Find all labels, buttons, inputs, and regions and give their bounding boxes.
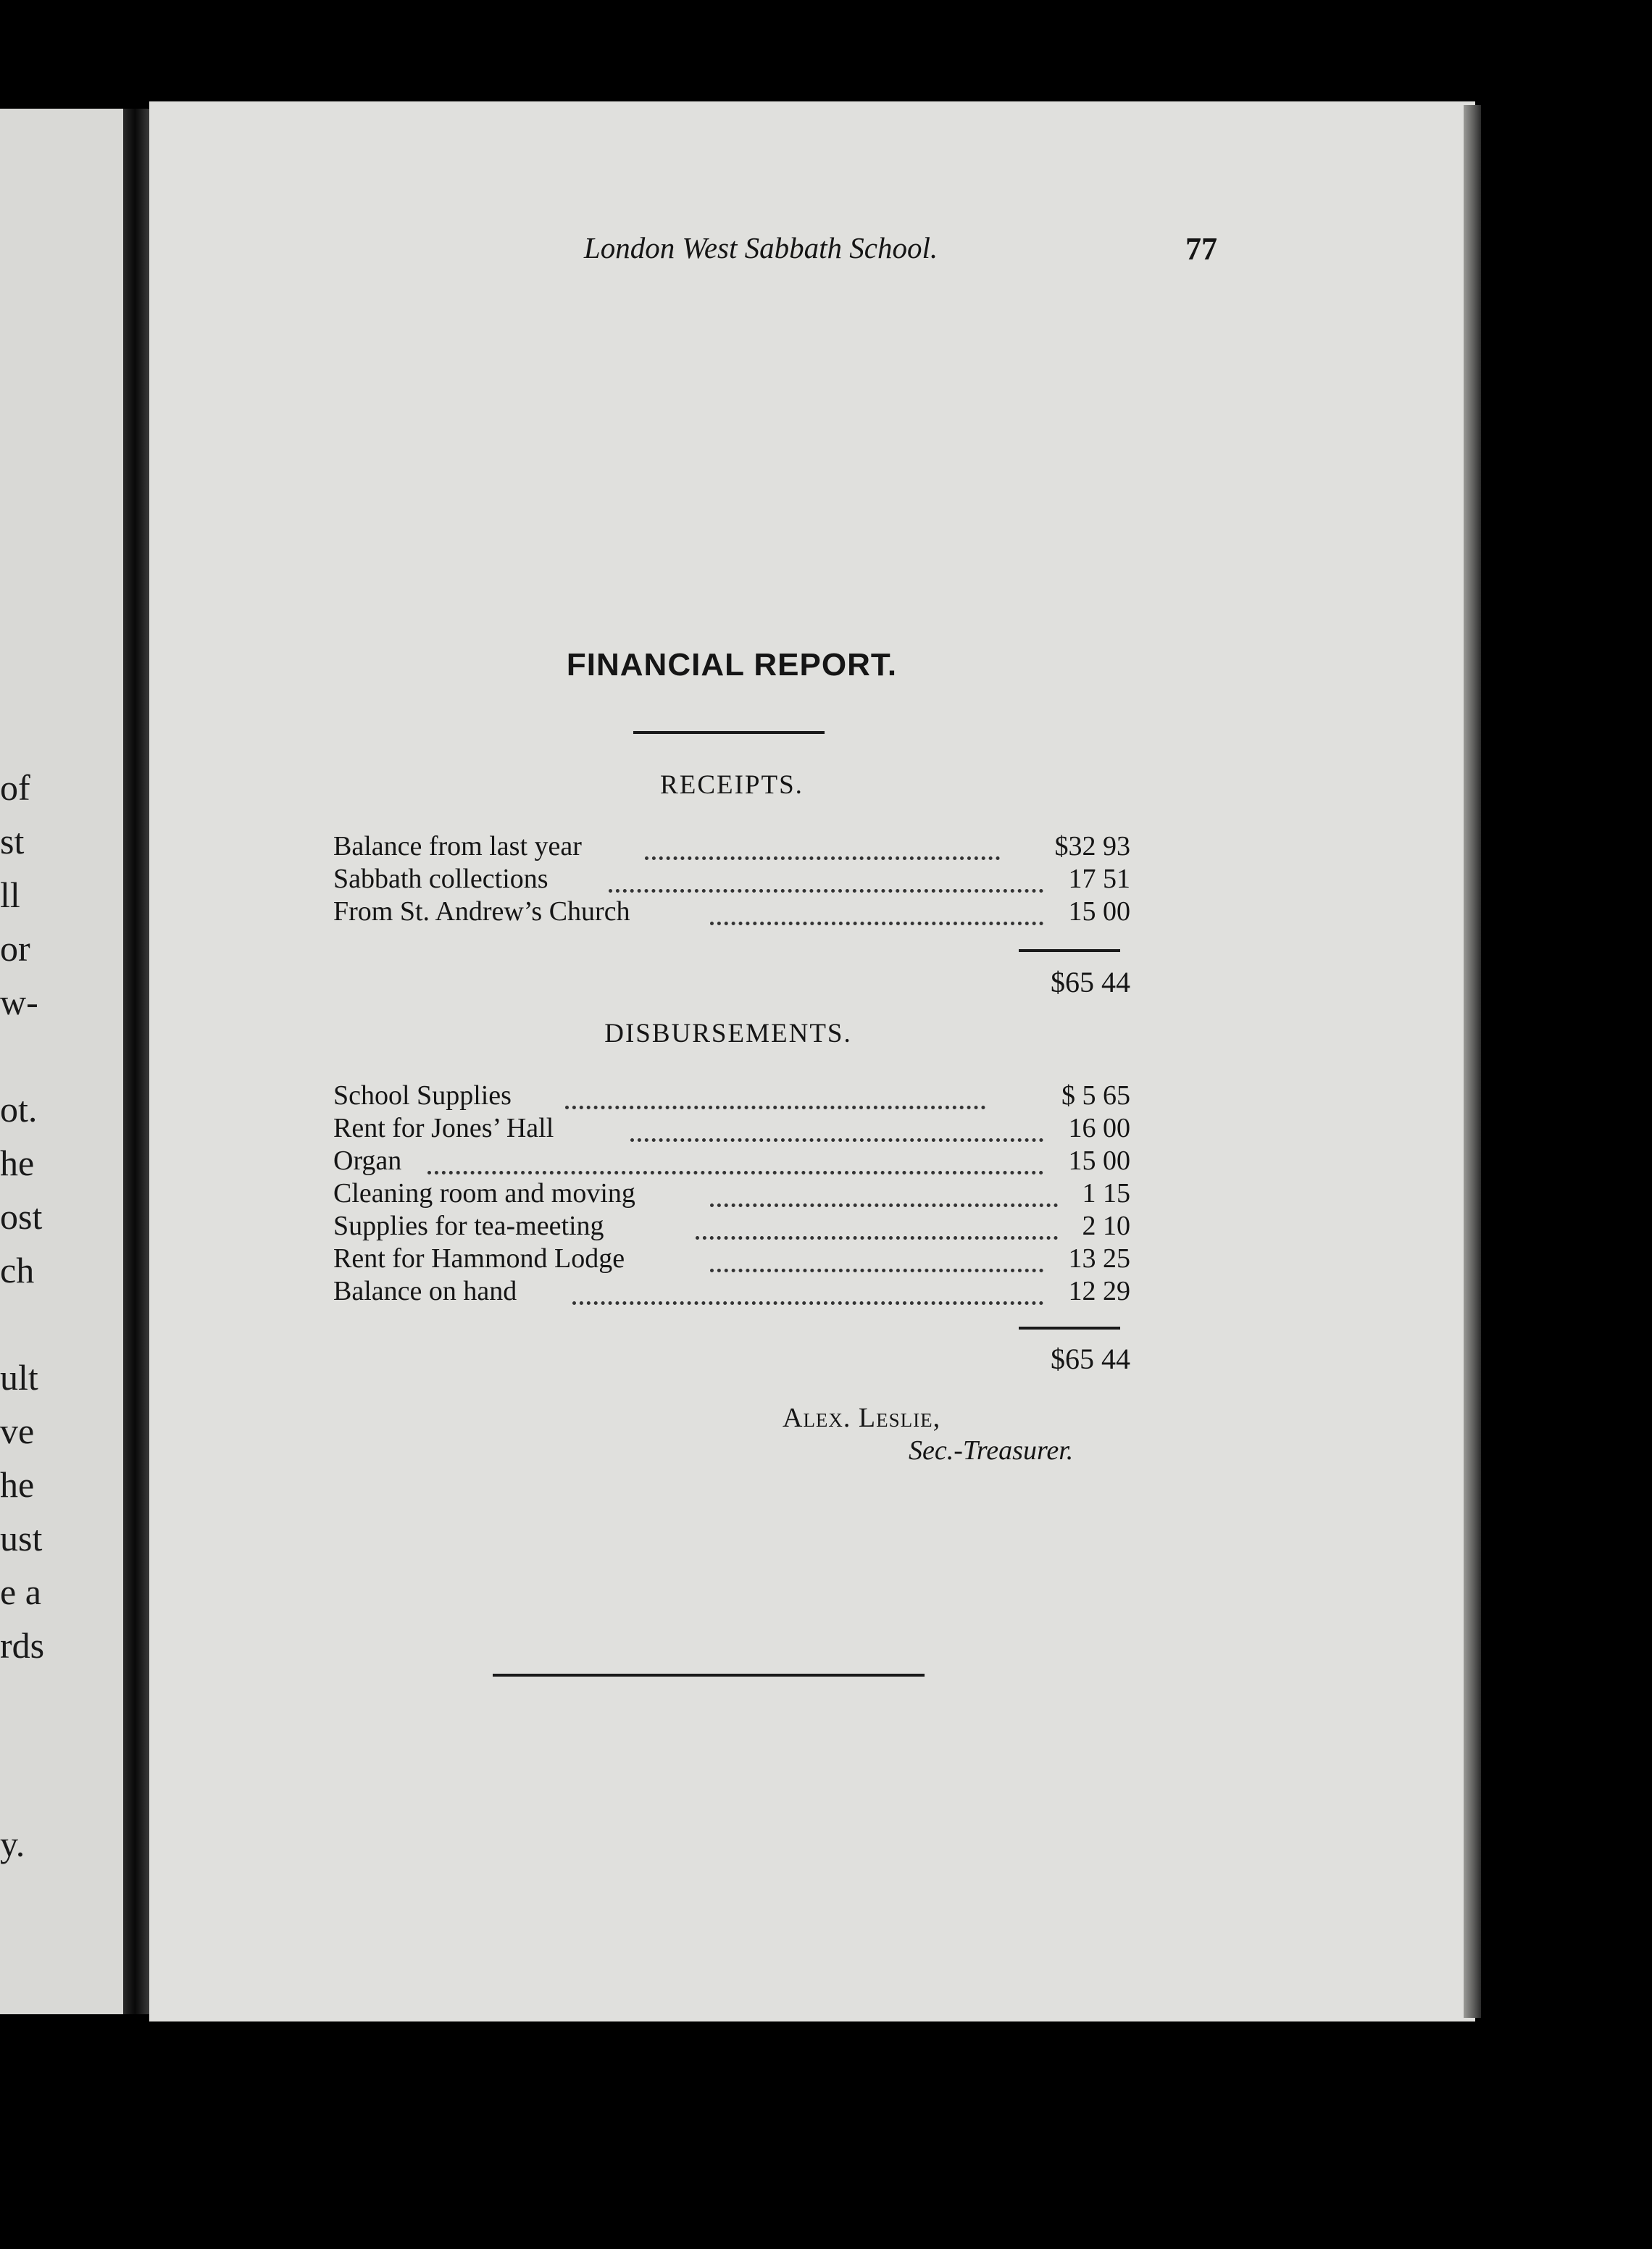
ledger-row <box>333 1177 1130 1210</box>
ledger-row <box>333 1080 1130 1112</box>
ledger-amount: $32 93 <box>1054 831 1130 861</box>
left-page-fragment: ust <box>0 1518 43 1559</box>
ledger-amount: 16 00 <box>1068 1113 1130 1143</box>
left-page-fragment: he <box>0 1143 35 1183</box>
left-page-fragment: of <box>0 767 30 808</box>
closing-rule <box>493 1674 925 1677</box>
dot-leader <box>710 917 1043 925</box>
page-edge-shadow <box>1464 105 1481 2018</box>
left-page-fragment: ult <box>0 1357 38 1398</box>
total-rule <box>1019 949 1120 952</box>
ledger-label: Supplies for tea-meeting <box>333 1211 604 1241</box>
left-page-fragment: ot. <box>0 1089 38 1130</box>
ledger-row <box>333 1145 1130 1177</box>
ledger-row <box>333 830 1130 863</box>
left-page-fragment: st <box>0 821 25 861</box>
report-title: FINANCIAL REPORT. <box>566 647 898 683</box>
ledger-row <box>333 1275 1130 1308</box>
dot-leader <box>572 1297 1043 1305</box>
book-gutter <box>123 109 149 2014</box>
left-page-fragment: ost <box>0 1196 43 1237</box>
dot-leader <box>630 1134 1043 1142</box>
left-page-fragment: ve <box>0 1411 35 1451</box>
ledger-row <box>333 1210 1130 1243</box>
treasurer-title: Sec.-Treasurer. <box>909 1435 1074 1466</box>
ledger-amount: 2 10 <box>1082 1211 1130 1241</box>
ledger-label: Balance on hand <box>333 1276 517 1306</box>
ledger-label: Balance from last year <box>333 831 582 861</box>
dot-leader <box>565 1101 985 1109</box>
ledger-label: Organ <box>333 1146 402 1176</box>
receipts-heading: RECEIPTS. <box>660 770 804 800</box>
dot-leader <box>645 852 1000 860</box>
ledger-row <box>333 863 1130 896</box>
left-page-edge <box>0 109 132 2014</box>
ledger-row <box>333 896 1130 928</box>
ledger-amount: 12 29 <box>1068 1276 1130 1306</box>
left-page-fragment: he <box>0 1464 35 1505</box>
ledger-label: Cleaning room and moving <box>333 1178 635 1209</box>
ledger-amount: 17 51 <box>1068 864 1130 894</box>
ledger-label: School Supplies <box>333 1080 512 1111</box>
running-title: London West Sabbath School. <box>583 231 938 264</box>
left-page-fragment: rds <box>0 1625 45 1666</box>
receipts-total: $65 44 <box>1051 966 1130 998</box>
title-divider <box>633 731 825 734</box>
ledger-label: Rent for Hammond Lodge <box>333 1243 625 1274</box>
left-page-fragment: or <box>0 928 30 969</box>
receipts-list <box>333 830 1130 928</box>
ledger-label: Sabbath collections <box>333 864 548 894</box>
left-page-fragment: e a <box>0 1572 41 1612</box>
dot-leader <box>696 1232 1058 1240</box>
dot-leader <box>710 1264 1043 1272</box>
dot-leader <box>609 885 1043 893</box>
left-page-fragment: ll <box>0 875 20 915</box>
ledger-amount: 15 00 <box>1068 896 1130 927</box>
left-page-fragment: ch <box>0 1250 35 1290</box>
ledger-amount: 13 25 <box>1068 1243 1130 1274</box>
left-page-fragment: w- <box>0 982 38 1022</box>
left-page-fragment: y. <box>0 1824 25 1864</box>
ledger-row <box>333 1243 1130 1275</box>
ledger-amount: $ 5 65 <box>1061 1080 1130 1111</box>
total-rule <box>1019 1327 1120 1330</box>
ledger-row <box>333 1112 1130 1145</box>
page-number: 77 <box>1185 231 1217 267</box>
ledger-label: Rent for Jones’ Hall <box>333 1113 554 1143</box>
disbursements-heading: DISBURSEMENTS. <box>604 1019 852 1048</box>
disbursements-list <box>333 1080 1130 1308</box>
ledger-label: From St. Andrew’s Church <box>333 896 630 927</box>
ledger-amount: 15 00 <box>1068 1146 1130 1176</box>
dot-leader <box>427 1167 1043 1174</box>
disbursements-total: $65 44 <box>1051 1343 1130 1375</box>
book-page <box>149 101 1475 2021</box>
treasurer-name: Alex. Leslie, <box>783 1403 941 1433</box>
ledger-amount: 1 15 <box>1082 1178 1130 1209</box>
dot-leader <box>710 1199 1058 1207</box>
